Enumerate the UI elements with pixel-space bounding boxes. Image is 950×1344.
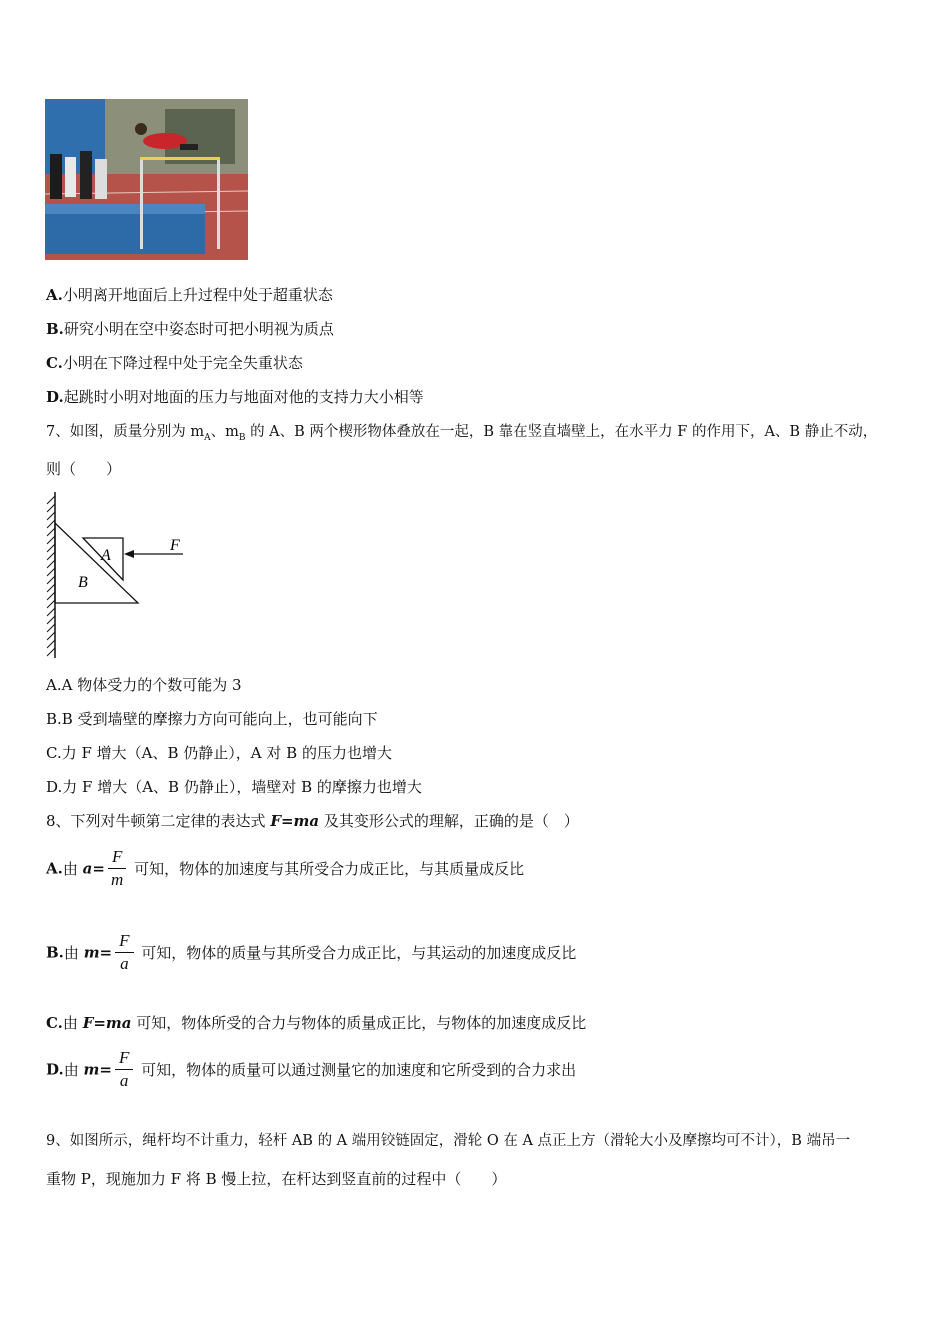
q7-stem-line2: 则（ ） — [46, 460, 122, 478]
q7-option-d: D.力 F 增大（A、B 仍静止），墙壁对 B 的摩擦力也增大 — [46, 778, 422, 796]
q9-stem-line1: 9、如图所示，绳杆均不计重力，轻杆 AB 的 A 端用铰链固定，滑轮 O 在 A 点正上方（滑轮大小及摩擦均可不计），B 端吊一 — [46, 1133, 851, 1149]
q7-option-b: B.B 受到墙壁的摩擦力方向可能向上，也可能向下 — [46, 710, 378, 728]
q8-option-b: B.由 m= $\frac{F}{a}$ 可知，物体的质量与其所受合力成正比，与其运动的加速度成反比 — [46, 931, 577, 973]
q6-option-d: D.起跳时小明对地面的压力与地面对他的支持力大小相等 — [46, 388, 424, 406]
q7-stem-line1: 7、如图，质量分别为 $m_A$、$m_B$ 的 A、B 两个楔形物体叠放在一起，B 靠在竖直墙壁上，在水平力 F 的作用下，A、B 静止不动， — [46, 424, 878, 443]
wedge-diagram — [40, 490, 200, 660]
q8-stem: 8、下列对牛顿第二定律的表达式 F=ma 及其变形公式的理解，正确的是（ ） — [46, 812, 579, 830]
q6-option-b: B.研究小明在空中姿态时可把小明视为质点 — [46, 320, 334, 338]
q6-option-a: A.小明离开地面后上升过程中处于超重状态 — [46, 286, 333, 304]
q9-stem-line2: 重物 P，现施加力 F 将 B 慢上拉，在杆达到竖直前的过程中（ ） — [46, 1170, 507, 1188]
label-b: B — [78, 574, 88, 591]
label-f: F — [170, 537, 180, 554]
q7-option-a: A.A 物体受力的个数可能为 3 — [46, 676, 242, 694]
fraction-f-over-m: $\frac{F}{m}$ — [108, 846, 126, 891]
q8-option-d: D.由 m= $\frac{F}{a}$ 可知，物体的质量可以通过测量它的加速度和它所受到的合力求出 — [46, 1048, 577, 1090]
q6-option-c: C.小明在下降过程中处于完全失重状态 — [46, 354, 303, 372]
q7-option-c: C.力 F 增大（A、B 仍静止），A 对 B 的压力也增大 — [46, 744, 392, 762]
label-a: A — [101, 547, 111, 564]
high-jump-photo — [45, 99, 248, 260]
q8-option-c: C.由 F=ma 可知，物体所受的合力与物体的质量成正比，与物体的加速度成反比 — [46, 1014, 587, 1032]
fraction-f-over-a: $\frac{F}{a}$ — [115, 930, 133, 975]
fraction-f-over-a-d: $\frac{F}{a}$ — [115, 1047, 133, 1092]
q8-option-a: A.由 a= $\frac{F}{m}$ 可知，物体的加速度与其所受合力成正比，与其质量成反比 — [46, 847, 525, 889]
